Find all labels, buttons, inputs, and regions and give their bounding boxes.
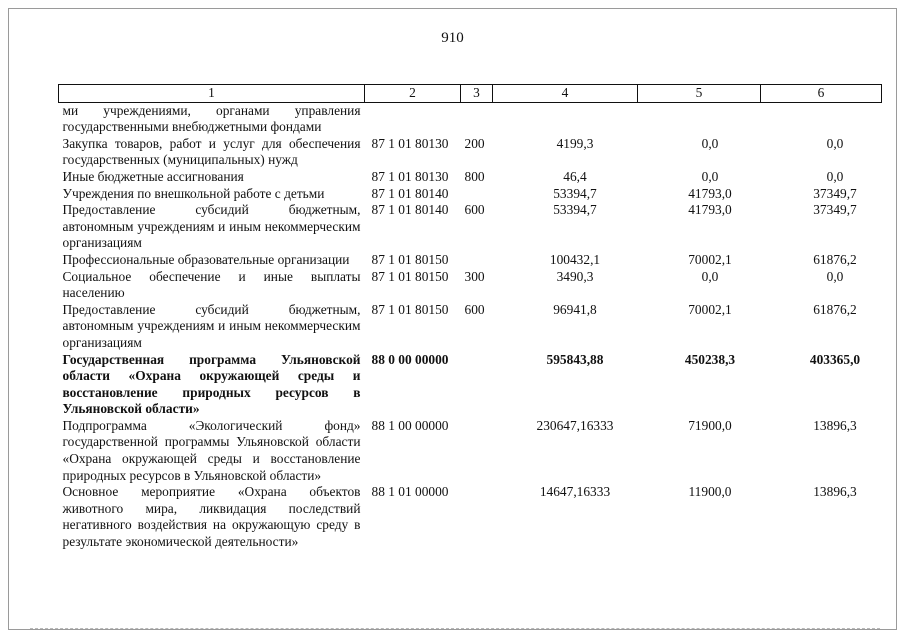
row-code: 87 1 01 80140 bbox=[371, 185, 449, 201]
row-value-col5: 450238,3 bbox=[684, 351, 736, 367]
bottom-dashed-line bbox=[30, 628, 880, 629]
row-code: 88 1 00 00000 bbox=[371, 417, 449, 433]
row-name: Государственная программа Ульяновской области «Охрана окружающей среды и восстановление природных ресурсов в Ульяновской области» bbox=[62, 351, 361, 417]
row-value-col5: 0,0 bbox=[701, 268, 719, 284]
table-row bbox=[59, 252, 882, 269]
row-code bbox=[365, 102, 461, 136]
row-value-col4: 4199,3 bbox=[556, 135, 594, 151]
row-value-col4: 230647,16333 bbox=[536, 417, 614, 433]
row-code: 87 1 01 80150 bbox=[371, 301, 449, 317]
page-number: 910 bbox=[441, 30, 464, 46]
row-value-col6: 13896,3 bbox=[813, 417, 857, 433]
budget-table bbox=[58, 84, 882, 551]
header-col-2: 2 bbox=[365, 85, 461, 103]
row-code: 87 1 01 80150 bbox=[371, 268, 449, 284]
row-expense-type bbox=[461, 352, 493, 418]
row-code: 88 1 01 00000 bbox=[371, 484, 449, 500]
row-expense-type: 200 bbox=[464, 135, 485, 151]
row-value-col5: 0,0 bbox=[701, 135, 719, 151]
header-col-6: 6 bbox=[761, 85, 882, 103]
table-row bbox=[59, 136, 882, 169]
table-row bbox=[59, 186, 882, 203]
table-header-row bbox=[59, 85, 882, 103]
header-col-3: 3 bbox=[461, 85, 493, 103]
row-value-col4 bbox=[493, 102, 638, 136]
row-value-col5: 0,0 bbox=[701, 168, 719, 184]
row-value-col4: 96941,8 bbox=[553, 301, 597, 317]
table-row bbox=[59, 169, 882, 186]
row-expense-type: 600 bbox=[464, 301, 485, 317]
row-name: Закупка товаров, работ и услуг для обеспечения государственных (муниципальных) нужд bbox=[62, 135, 361, 168]
row-value-col5 bbox=[638, 102, 761, 136]
table-row bbox=[59, 352, 882, 418]
row-code: 87 1 01 80130 bbox=[371, 135, 449, 151]
row-value-col5: 41793,0 bbox=[688, 185, 732, 201]
header-col-1: 1 bbox=[59, 85, 365, 103]
row-value-col4: 53394,7 bbox=[553, 202, 597, 218]
row-name: Предоставление субсидий бюджетным, автономным учреждениям и иным некоммерческим организациям bbox=[62, 301, 361, 350]
row-name: Предоставление субсидий бюджетным, автономным учреждениям и иным некоммерческим организациям bbox=[62, 202, 361, 251]
row-value-col6: 403365,0 bbox=[809, 351, 861, 367]
header-col-4: 4 bbox=[493, 85, 638, 103]
row-value-col4: 53394,7 bbox=[553, 185, 597, 201]
row-expense-type: 600 bbox=[464, 202, 485, 218]
row-name: Социальное обеспечение и иные выплаты населению bbox=[62, 268, 361, 301]
table-row bbox=[59, 302, 882, 352]
table-row bbox=[59, 102, 882, 136]
row-value-col6: 37349,7 bbox=[813, 202, 857, 218]
row-code: 88 0 00 00000 bbox=[371, 351, 449, 367]
row-value-col6: 37349,7 bbox=[813, 185, 857, 201]
row-value-col6: 0,0 bbox=[826, 268, 844, 284]
row-expense-type bbox=[461, 102, 493, 136]
table-row bbox=[59, 484, 882, 550]
row-name: Основное мероприятие «Охрана объектов животного мира, ликвидация последствий негативного воздействия на окружающую среду в результате экономической деятельности» bbox=[62, 484, 361, 550]
table-row bbox=[59, 269, 882, 302]
row-name: ми учреждениями, органами управления государственными внебюджетными фондами bbox=[62, 102, 361, 135]
table-row bbox=[59, 202, 882, 252]
row-value-col4: 595843,88 bbox=[546, 351, 604, 367]
row-value-col5: 71900,0 bbox=[688, 417, 732, 433]
row-expense-type bbox=[461, 484, 493, 550]
row-value-col6: 0,0 bbox=[826, 168, 844, 184]
row-code: 87 1 01 80150 bbox=[371, 251, 449, 267]
row-name: Иные бюджетные ассигнования bbox=[62, 168, 244, 184]
row-value-col6 bbox=[761, 102, 882, 136]
row-code: 87 1 01 80130 bbox=[371, 168, 449, 184]
row-code: 87 1 01 80140 bbox=[371, 202, 449, 218]
row-name: Учреждения по внешкольной работе с детьми bbox=[62, 185, 325, 201]
row-value-col6: 13896,3 bbox=[813, 484, 857, 500]
row-value-col5: 41793,0 bbox=[688, 202, 732, 218]
row-value-col6: 61876,2 bbox=[813, 251, 857, 267]
row-value-col4: 14647,16333 bbox=[539, 484, 611, 500]
row-value-col5: 70002,1 bbox=[688, 301, 732, 317]
row-value-col6: 0,0 bbox=[826, 135, 844, 151]
row-expense-type: 300 bbox=[464, 268, 485, 284]
row-name: Подпрограмма «Экологический фонд» государственной программы Ульяновской области «Охрана окружающей среды и восстановление природных ресурсов в Ульяновской области» bbox=[62, 417, 361, 483]
row-expense-type bbox=[461, 418, 493, 484]
row-expense-type: 800 bbox=[464, 168, 485, 184]
row-expense-type bbox=[461, 252, 493, 269]
row-value-col4: 46,4 bbox=[563, 168, 587, 184]
row-value-col5: 11900,0 bbox=[688, 484, 732, 500]
row-value-col4: 3490,3 bbox=[556, 268, 594, 284]
row-value-col4: 100432,1 bbox=[549, 251, 601, 267]
row-name: Профессиональные образовательные организации bbox=[62, 251, 350, 267]
header-col-5: 5 bbox=[638, 85, 761, 103]
row-value-col5: 70002,1 bbox=[688, 251, 732, 267]
table-body bbox=[59, 102, 882, 551]
row-value-col6: 61876,2 bbox=[813, 301, 857, 317]
table-row bbox=[59, 418, 882, 484]
row-expense-type bbox=[461, 186, 493, 203]
